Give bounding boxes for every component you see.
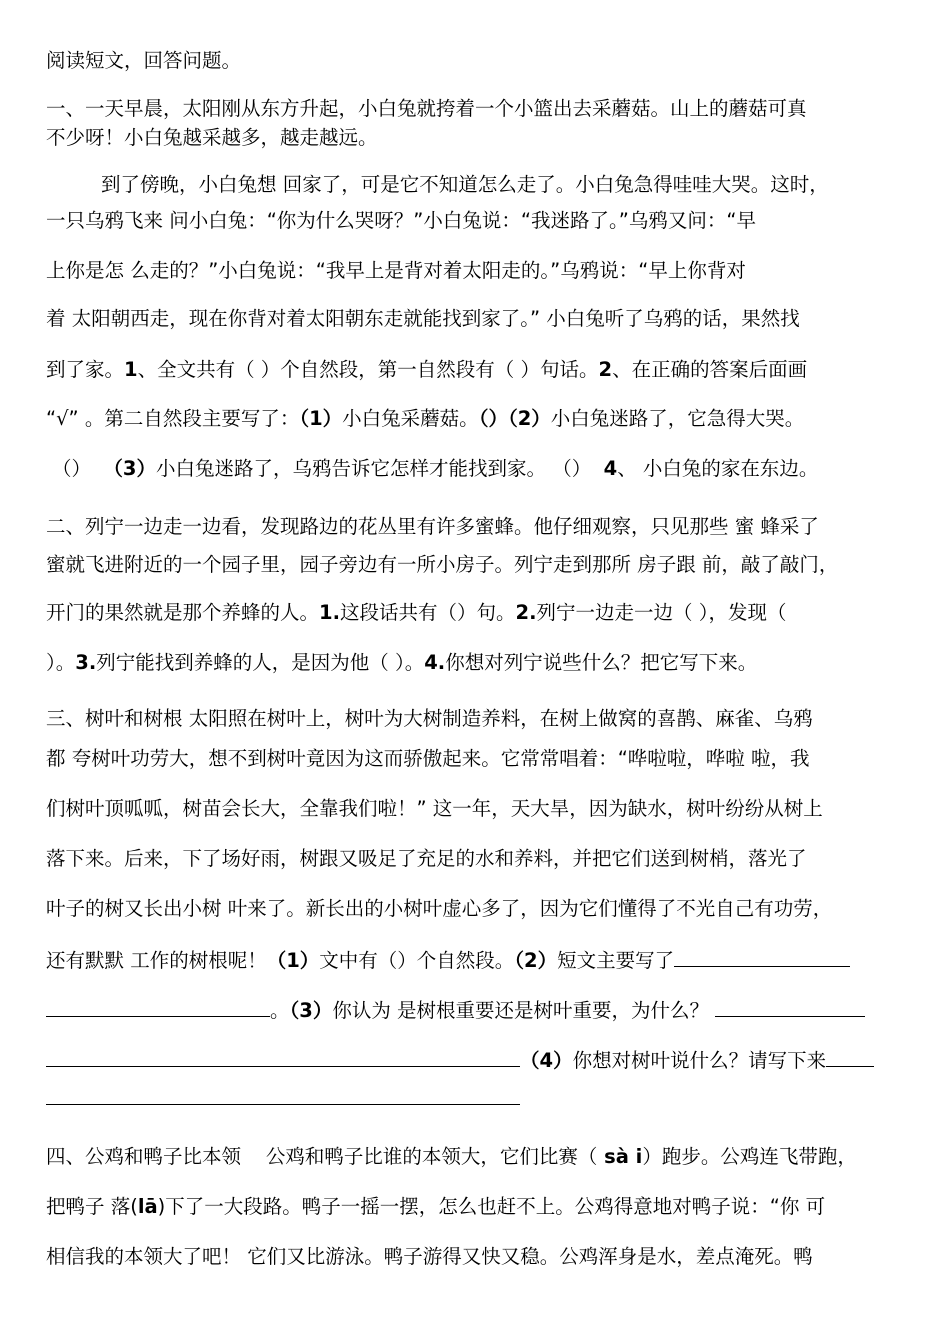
question-number: 1. (319, 601, 340, 624)
s4-text: )下了一大段路。鸭子一摇一摆，怎么也赶不上。公鸡得意地对鸭子说：“你 可 (157, 1195, 826, 1218)
s2-text: 开门的果然就是那个养蜂的人。 (46, 601, 320, 624)
s2-line-1: 二、列宁一边走一边看，发现路边的花丛里有许多蜜蜂。他仔细观察，只见那些 蜜 蜂采了 (46, 515, 819, 538)
question-number: 2. (515, 601, 537, 624)
answer-blank[interactable] (674, 946, 850, 967)
s4-title: 四、公鸡和鸭子比本领 (46, 1145, 242, 1168)
s4-text: 把鸭子 落( (46, 1195, 138, 1218)
s3-line-1: 三、树叶和树根 太阳照在树叶上，树叶为大树制造养料，在树上做窝的喜鹊、麻雀、乌鸦 (46, 707, 813, 730)
s3-line-5: 叶子的树又长出小树 叶来了。新长出的小树叶虚心多了，因为它们懂得了不光自己有功劳， (46, 897, 833, 920)
question-text: 文中有（）个自然段。 (319, 949, 515, 972)
question-number: 2 (598, 358, 613, 381)
pinyin: sà i (597, 1145, 643, 1168)
option-number: （3） (103, 457, 156, 480)
s3-line-3: 们树叶顶呱呱，树苗会长大，全靠我们啦！” 这一年，天大旱，因为缺水，树叶纷纷从树上 (46, 797, 823, 820)
s3-line-6 (46, 946, 850, 974)
answer-blank[interactable] (46, 1046, 520, 1067)
answer-blank[interactable] (826, 1046, 874, 1067)
answer-blank[interactable] (46, 996, 270, 1017)
answer-blank[interactable] (46, 1084, 520, 1105)
question-text: 。 (270, 999, 290, 1022)
s1-line-7 (46, 357, 807, 383)
option-text: 小白兔采蘑菇。 (342, 407, 479, 430)
s1-text: 到了家。 (46, 358, 125, 381)
s4-line-2 (46, 1194, 825, 1220)
s4-text: 公鸡和鸭子比谁的本领大，它们比赛（ (265, 1145, 598, 1168)
question-text: 列宁能找到养蜂的人，是因为他（ ）。 (96, 651, 425, 674)
option-number: （）（2） (478, 407, 551, 430)
s4-text: ）跑步。公鸡连飞带跑， (642, 1145, 857, 1168)
s2-line-4 (46, 650, 757, 676)
question-text: 、全文共有（ ）个自然段，第一自然段有（ ）句话。 (137, 358, 599, 381)
option-text: 小白兔迷路了，乌鸦告诉它怎样才能找到家。 (156, 457, 547, 480)
s4-line-3: 相信我的本领大了吧！ 它们又比游泳。鸭子游得又快又稳。公鸡浑身是水，差点淹死。鸭 (46, 1245, 813, 1268)
s1-line-2: 不少呀！小白兔越采越多，越走越远。 (46, 126, 378, 149)
s4-line-1 (46, 1144, 857, 1170)
s3-line-2: 都 夸树叶功劳大，想不到树叶竟因为这而骄傲起来。它常常唱着：“哗啦啦，哗啦 啦，我 (46, 747, 810, 770)
s3-line-8 (46, 1046, 874, 1074)
question-number: （3） (289, 999, 333, 1022)
s2-line-3 (46, 600, 786, 626)
pinyin: lā (137, 1195, 158, 1218)
option-text: 、 小白兔的家在东边。 (617, 457, 819, 480)
question-number: 4. (424, 651, 446, 674)
question-text: 你认为 是树根重要还是树叶重要，为什么？ (332, 999, 710, 1022)
s3-line-9 (46, 1084, 520, 1112)
question-number: （1） (266, 949, 320, 972)
s3-text: 还有默默 工作的树根呢！ (46, 949, 267, 972)
s1-line-8 (46, 406, 804, 432)
s1-line-4: 一只乌鸦飞来 问小白兔：“你为什么哭呀？”小白兔说：“我迷路了。”乌鸦又问：“早 (46, 209, 756, 232)
option-number: 4 (603, 457, 618, 480)
question-text: 你想对树叶说什么？请写下来 (572, 1049, 827, 1072)
s1-line-3: 到了傍晚，小白兔想 回家了，可是它不知道怎么走了。小白兔急得哇哇大哭。这时， (101, 173, 829, 196)
question-text: 这段话共有（）句。 (340, 601, 516, 624)
s1-line-9 (52, 456, 818, 482)
question-text: 短文主要写了 (557, 949, 675, 972)
question-number: （2） (514, 949, 558, 972)
question-text: 列宁一边走一边（ ），发现（ (536, 601, 787, 624)
question-text: 你想对列宁说些什么？把它写下来。 (445, 651, 758, 674)
question-text: “√” 。第二自然段主要写了： (46, 407, 300, 430)
answer-blank[interactable] (715, 996, 865, 1017)
answer-bracket: （） (52, 457, 92, 480)
s3-line-4: 落下来。后来，下了场好雨，树跟又吸足了充足的水和养料，并把它们送到树梢，落光了 (46, 847, 807, 870)
intro-text: 阅读短文，回答问题。 (46, 49, 242, 72)
s1-line-5: 上你是怎 么走的？”小白兔说：“我早上是背对着太阳走的。”乌鸦说：“早上你背对 (46, 259, 746, 282)
question-text: ）。 (46, 651, 76, 674)
question-number: 3. (75, 651, 97, 674)
s3-line-7 (46, 996, 865, 1024)
answer-bracket: （） (552, 457, 592, 480)
s2-line-2: 蜜就飞进附近的一个园子里，园子旁边有一所小房子。列宁走到那所 房子跟 前，敲了敲门， (46, 553, 839, 576)
question-number: 1 (124, 358, 138, 381)
question-text: 、在正确的答案后面画 (612, 358, 808, 381)
question-number: （4） (520, 1049, 573, 1072)
s1-line-6: 着 太阳朝西走，现在你背对着太阳朝东走就能找到家了。” 小白兔听了乌鸦的话，果然找 (46, 307, 800, 330)
option-number: （1） (299, 407, 343, 430)
option-text: 小白兔迷路了，它急得大哭。 (550, 407, 805, 430)
s1-line-1: 一、一天早晨，太阳刚从东方升起，小白兔就挎着一个小篮出去采蘑菇。山上的蘑菇可真 (46, 97, 807, 120)
